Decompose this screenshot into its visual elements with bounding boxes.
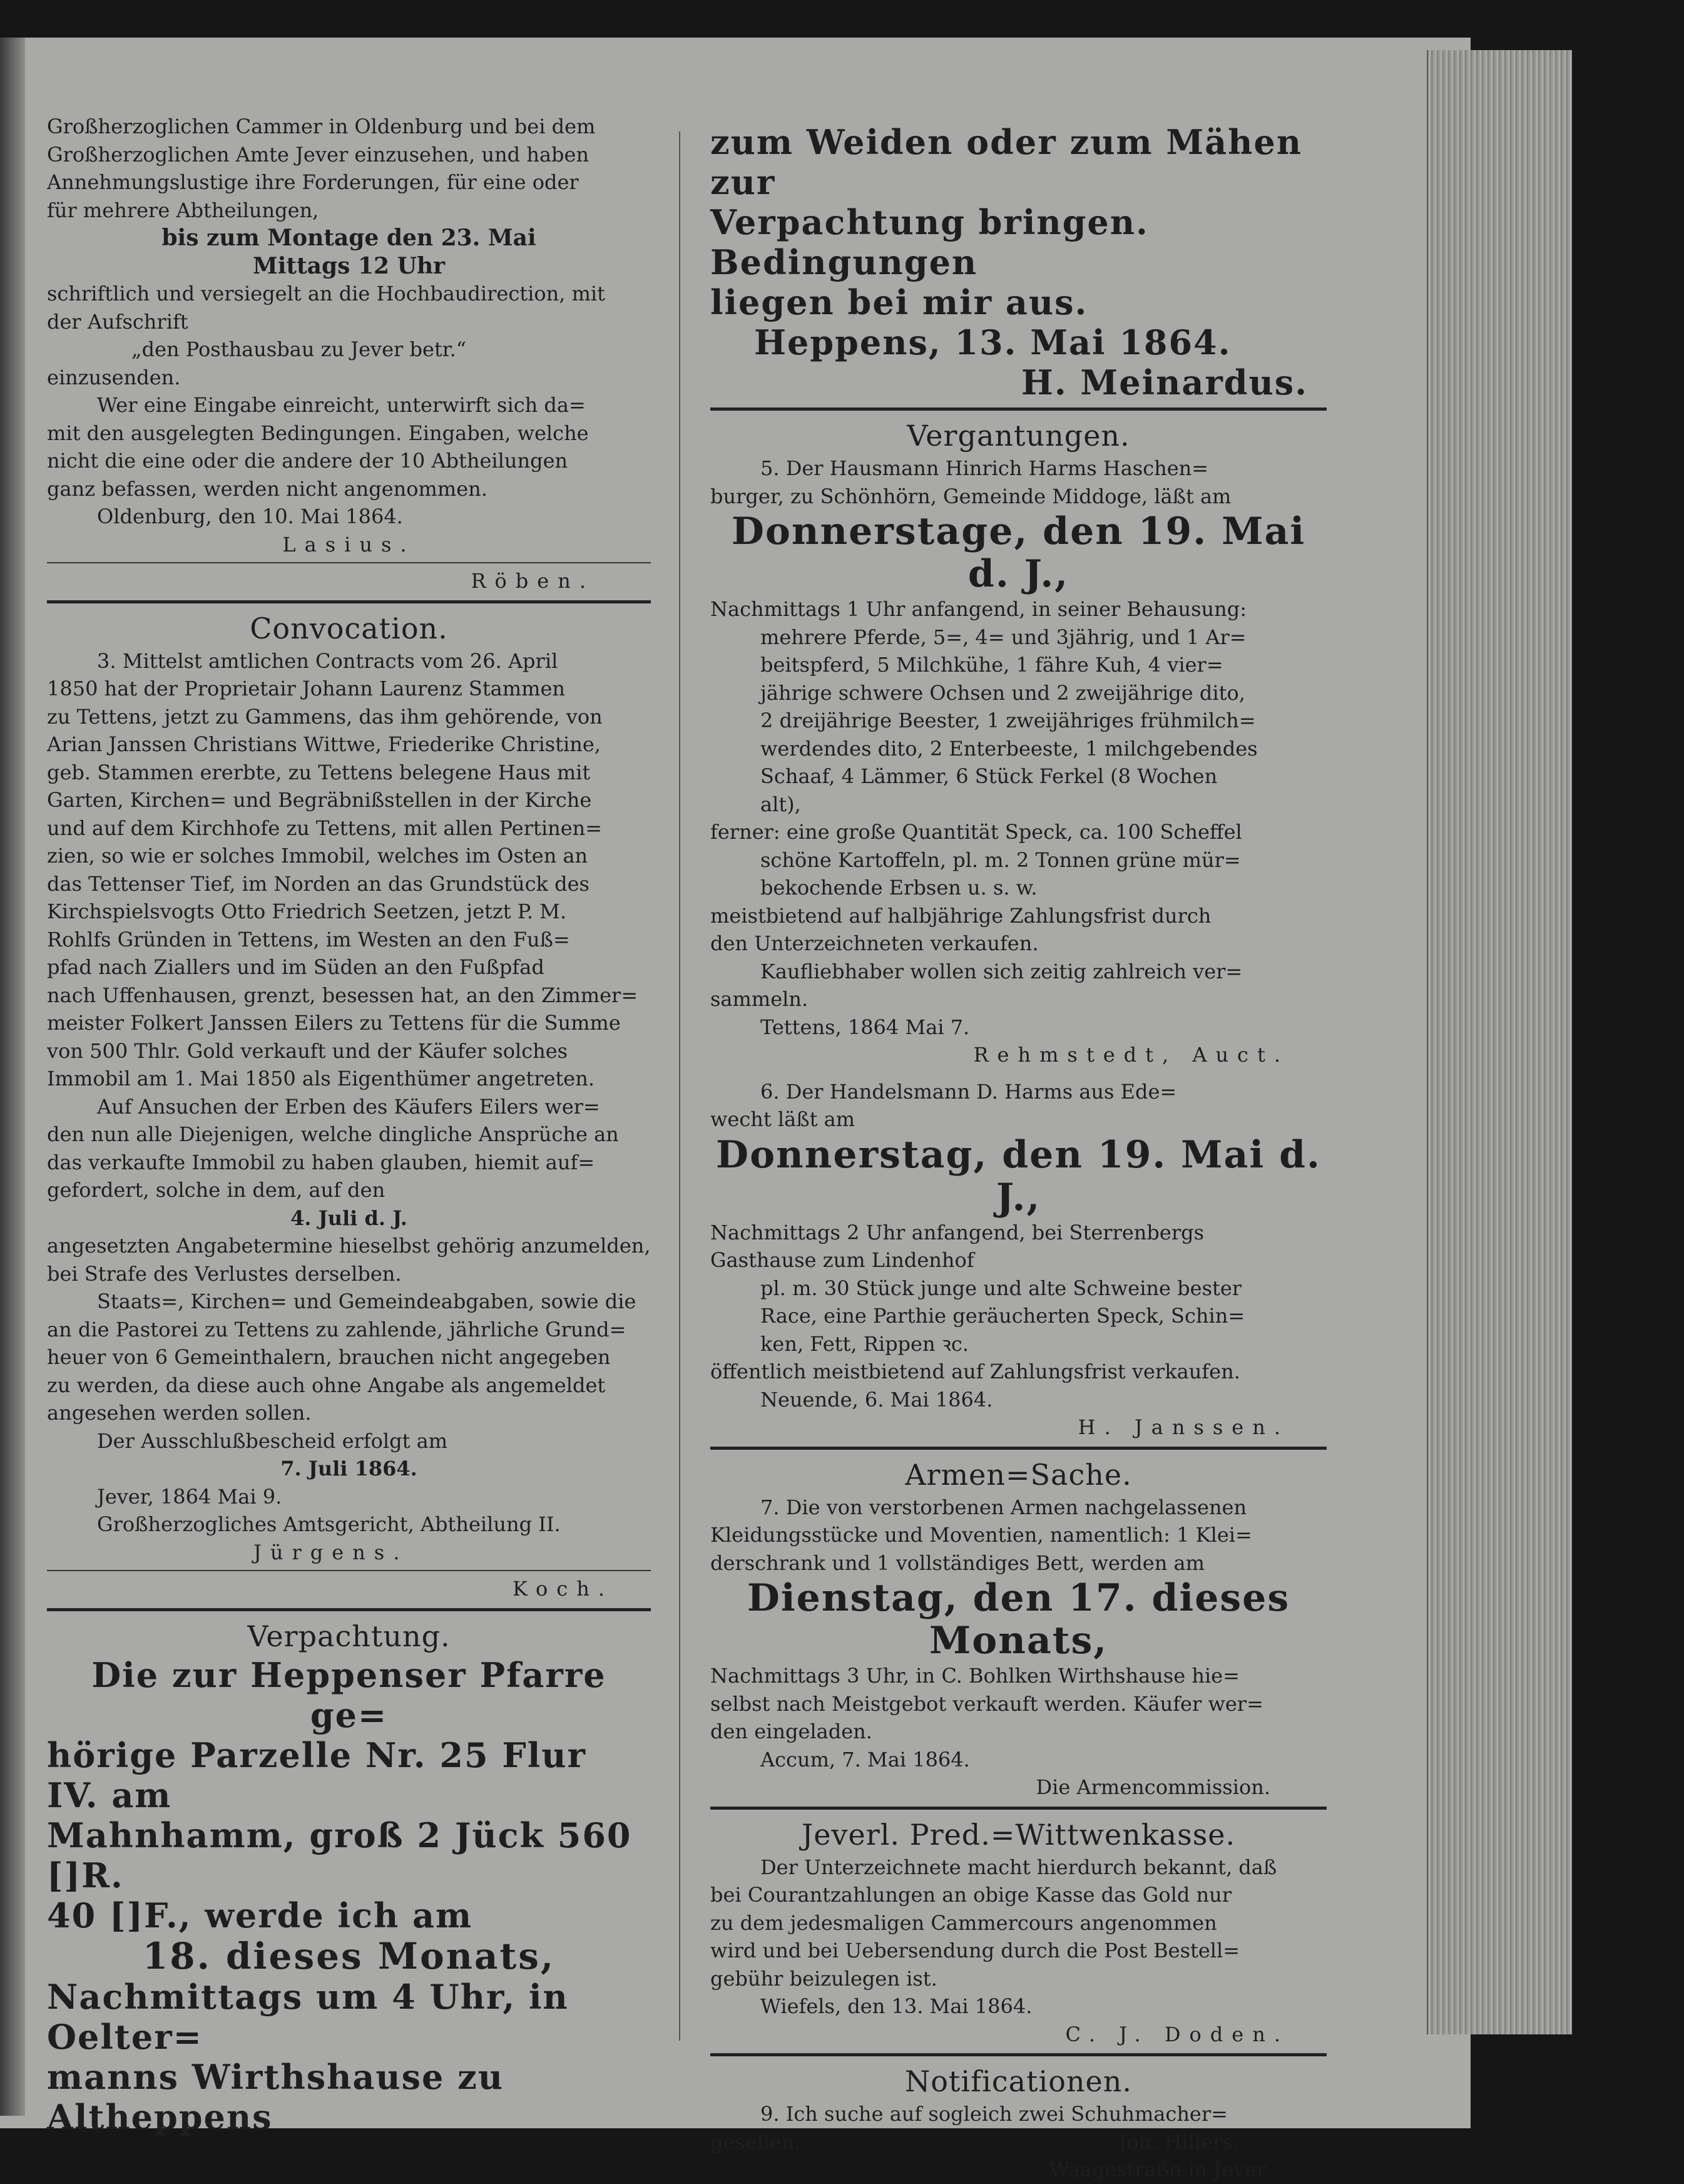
auction-date: Donnerstage, den 19. Mai d. J.,: [731, 510, 1306, 596]
address-line: Waagestraße in Jever.: [1049, 2158, 1270, 2181]
date-line: 7. Juli 1864.: [280, 1457, 417, 1480]
item-line: schöne Kartoffeln, pl. m. 2 Tonnen grüne mür=: [760, 848, 1241, 872]
text-line: gebühr beizulegen ist.: [710, 1966, 937, 1991]
deadline-time: Mittags 12 Uhr: [252, 252, 446, 279]
text-line: nach Uffenhausen, grenzt, besessen hat, an den Zimmer=: [47, 983, 638, 1007]
text-line: wird und bei Uebersendung durch die Post Bestell=: [710, 1939, 1240, 1962]
text-line: Nachmittags 2 Uhr anfangend, bei Sterrenbergs: [710, 1220, 1205, 1244]
notice-date: 18. dieses Monats,: [142, 1934, 556, 1977]
date-line: 4. Juli d. J.: [290, 1206, 407, 1230]
rule: [47, 1608, 651, 1611]
text-line: an die Pastorei zu Tettens zu zahlende, jährliche Grund=: [47, 1317, 626, 1341]
item-line: bekochende Erbsen u. s. w.: [760, 876, 1038, 900]
text-line: von 500 Thlr. Gold verkauft und der Käufer solches: [47, 1038, 568, 1063]
text-line: wecht läßt am: [710, 1107, 855, 1131]
text-line: nicht die eine oder die andere der 10 Abtheilungen: [47, 449, 568, 473]
rule: [710, 1447, 1327, 1450]
item-line: mehrere Pferde, 5=, 4= und 3jährig, und 1 Ar=: [760, 625, 1247, 649]
court-line: Großherzogliches Amtsgericht, Abtheilung II.: [97, 1512, 561, 1536]
item-line: pl. m. 30 Stück junge und alte Schweine bester: [760, 1276, 1242, 1300]
text-line: Wer eine Eingabe einreicht, unterwirft sich da=: [97, 393, 586, 417]
text-line: Staats=, Kirchen= und Gemeindeabgaben, sowie die: [97, 1289, 636, 1313]
text-line: 5. Der Hausmann Hinrich Harms Haschen=: [760, 456, 1209, 480]
rule: [710, 1807, 1327, 1810]
notice-large-text: 40 []F., werde ich am: [47, 1895, 473, 1935]
text-line: Großherzoglichen Amte Jever einzusehen, und haben: [47, 142, 589, 167]
text-line: öffentlich meistbietend auf Zahlungsfrist verkaufen.: [710, 1360, 1240, 1383]
right-column: [710, 122, 1327, 2184]
text-line: burger, zu Schönhörn, Gemeinde Middoge, läßt am: [710, 484, 1232, 508]
text-line: für mehrere Abtheilungen,: [47, 198, 319, 222]
text-line: 3. Mittelst amtlichen Contracts vom 26. April: [97, 649, 558, 673]
text-line: 1850 hat der Proprietair Johann Laurenz Stammen: [47, 677, 565, 700]
text-line: den nun alle Diejenigen, welche dingliche Ansprüche an: [47, 1122, 619, 1146]
place-date: Neuende, 6. Mai 1864.: [760, 1387, 993, 1412]
rule: [710, 2053, 1327, 2056]
place-date: Heppens, 13. Mai 1864.: [754, 322, 1232, 362]
left-column: [47, 113, 651, 2137]
text-line: Gasthause zum Lindenhof: [710, 1248, 974, 1272]
text-line: Der Ausschlußbescheid erfolgt am: [97, 1428, 448, 1453]
text-line: Immobil am 1. Mai 1850 als Eigenthümer angetreten.: [47, 1067, 595, 1090]
text-line: 6. Der Handelsmann D. Harms aus Ede=: [760, 1079, 1177, 1104]
notice-large-text: zum Weiden oder zum Mähen zur: [710, 122, 1303, 202]
rule: [710, 408, 1327, 411]
item-line: Race, eine Parthie geräucherten Speck, Schin=: [760, 1304, 1245, 1328]
item-line: 2 dreijährige Beester, 1 zweijähriges frühmilch=: [760, 709, 1256, 732]
signature: Die Armencommission.: [1036, 1775, 1270, 1799]
auction-date: Dienstag, den 17. dieses Monats,: [747, 1576, 1290, 1663]
text-line: der Aufschrift: [47, 309, 188, 334]
notice-large-text: liegen bei mir aus.: [710, 282, 1088, 322]
text-line: ferner: eine große Quantität Speck, ca. 100 Scheffel: [710, 820, 1242, 844]
text-line: heuer von 6 Gemeinthalern, brauchen nicht angegeben: [47, 1345, 611, 1369]
signature: H. Janssen.: [1078, 1415, 1289, 1439]
text-line: meistbietend auf halbjährige Zahlungsfrist durch: [710, 903, 1212, 928]
place-date: Oldenburg, den 10. Mai 1864.: [97, 505, 403, 528]
column-divider: [679, 131, 680, 2041]
text-line: Nachmittags 3 Uhr, in C. Bohlken Wirthshause hie=: [710, 1664, 1240, 1688]
text-line: zu Tettens, jetzt zu Gammens, das ihm gehörende, von: [47, 704, 603, 729]
text-line: bei Courantzahlungen an obige Kasse das Gold nur: [710, 1883, 1232, 1907]
signature: Joh. Hillers,: [1118, 2130, 1239, 2154]
text-line: Nachmittags 1 Uhr anfangend, in seiner Behausung:: [710, 597, 1247, 621]
text-line: gefordert, solche in dem, auf den: [47, 1178, 385, 1202]
item-line: ken, Fett, Rippen ꝛc.: [760, 1331, 969, 1356]
notice-large-text: hörige Parzelle Nr. 25 Flur IV. am: [47, 1735, 586, 1815]
text-line: das Tettenser Tief, im Norden an das Grundstück des: [47, 871, 589, 896]
item-line: werdendes dito, 2 Enterbeeste, 1 milchgebendes: [760, 736, 1258, 761]
item-line: Schaaf, 4 Lämmer, 6 Stück Ferkel (8 Wochen: [760, 764, 1218, 788]
page-edges: [1427, 50, 1572, 2034]
text-line: ganz befassen, werden nicht angenommen.: [47, 476, 487, 501]
section-title: Convocation.: [250, 611, 448, 645]
text-line: Großherzoglichen Cammer in Oldenburg und bei dem: [47, 115, 596, 138]
text-line: angesehen werden sollen.: [47, 1401, 312, 1425]
notice-footer-row: [710, 2128, 1327, 2156]
text-line: den eingeladen.: [710, 1720, 872, 1743]
signature: Lasius.: [282, 532, 416, 556]
text-line: 9. Ich suche auf sogleich zwei Schuhmacher=: [760, 2102, 1228, 2126]
section-title: Armen=Sache.: [905, 1457, 1132, 1492]
text-line: Auf Ansuchen der Erben des Käufers Eilers wer=: [97, 1094, 600, 1119]
signature: Rehmstedt, Auct.: [973, 1043, 1289, 1067]
text-line: geb. Stammen ererbte, zu Tettens belegene Haus mit: [47, 760, 591, 784]
deadline-line: bis zum Montage den 23. Mai: [161, 225, 536, 251]
text-line: 7. Die von verstorbenen Armen nachgelassenen: [760, 1495, 1247, 1519]
text-line: und auf dem Kirchhofe zu Tettens, mit allen Pertinen=: [47, 816, 603, 840]
text-line: bei Strafe des Verlustes derselben.: [47, 1261, 402, 1286]
page-gutter: [0, 38, 25, 2116]
text-line: Kleidungsstücke und Moventien, namentlich: 1 Klei=: [710, 1523, 1252, 1547]
signature: H. Meinardus.: [1021, 362, 1308, 402]
text-line: sammeln.: [710, 987, 809, 1011]
rule: [47, 600, 651, 603]
signature: Koch.: [512, 1577, 613, 1601]
notice-large-text: Die zur Heppenser Pfarre ge=: [91, 1654, 606, 1735]
item-line: alt),: [760, 792, 801, 816]
text-line: zien, so wie er solches Immobil, welches im Osten an: [47, 844, 588, 868]
place-date: Accum, 7. Mai 1864.: [760, 1747, 970, 1771]
place-date: Wiefels, den 13. Mai 1864.: [760, 1994, 1033, 2018]
text-line: gesellen.: [710, 2130, 801, 2154]
text-line: Arian Janssen Christians Wittwe, Friederike Christine,: [47, 732, 601, 756]
text-line: Rohlfs Gründen in Tettens, im Westen an den Fuß=: [47, 927, 570, 951]
notice-large-text: Nachmittags um 4 Uhr, in Oelter=: [47, 1976, 569, 2057]
item-line: jährige schwere Ochsen und 2 zweijährige dito,: [760, 680, 1245, 705]
text-line: den Unterzeichneten verkaufen.: [710, 931, 1039, 955]
signature: Röben.: [471, 569, 595, 593]
text-line: einzusenden.: [47, 365, 181, 389]
signature: C. J. Doden.: [1065, 2022, 1289, 2046]
text-line: Kirchspielsvogts Otto Friedrich Seetzen, jetzt P. M.: [47, 900, 567, 923]
item-line: beitspferd, 5 Milchkühe, 1 fähre Kuh, 4 vier=: [760, 653, 1223, 677]
section-title: Vergantungen.: [907, 419, 1130, 453]
text-line: zu werden, da diese auch ohne Angabe als angemeldet: [47, 1373, 606, 1397]
section-title: Notificationen.: [904, 2064, 1133, 2098]
text-line: selbst nach Meistgebot verkauft werden. Käufer wer=: [710, 1691, 1263, 1716]
text-line: mit den ausgelegten Bedingungen. Eingaben, welche: [47, 421, 589, 445]
subject-line: „den Posthausbau zu Jever betr.“: [131, 337, 467, 361]
text-line: angesetzten Angabetermine hieselbst gehörig anzumelden,: [47, 1234, 651, 1258]
place-date: Tettens, 1864 Mai 7.: [760, 1015, 970, 1039]
intro-paragraph: [47, 113, 651, 224]
place-date: Jever, 1864 Mai 9.: [97, 1484, 282, 1509]
section-title: Verpachtung.: [247, 1619, 451, 1653]
section-title: Jeverl. Pred.=Wittwenkasse.: [801, 1817, 1236, 1852]
text-line: derschrank und 1 vollständiges Bett, werden am: [710, 1551, 1205, 1575]
rule: [47, 1570, 651, 1571]
auction-date: Donnerstag, den 19. Mai d. J.,: [716, 1132, 1321, 1219]
text-line: Kaufliebhaber wollen sich zeitig zahlreich ver=: [760, 959, 1243, 983]
text-line: schriftlich und versiegelt an die Hochbaudirection, mit: [47, 282, 606, 305]
text-line: Garten, Kirchen= und Begräbnißstellen in der Kirche: [47, 788, 592, 812]
text-line: meister Folkert Janssen Eilers zu Tettens für die Summe: [47, 1011, 621, 1035]
text-line: pfad nach Ziallers und im Süden an den Fußpfad: [47, 955, 544, 979]
rule: [47, 562, 651, 563]
signature: Jürgens.: [253, 1540, 409, 1564]
text-line: Annehmungslustige ihre Forderungen, für eine oder: [47, 170, 579, 194]
notice-large-text: manns Wirthshause zu Altheppens: [47, 2056, 504, 2137]
notice-large-text: Verpachtung bringen. Bedingungen: [710, 202, 1149, 282]
text-line: zu dem jedesmaligen Cammercours angenommen: [710, 1910, 1217, 1935]
text-line: Der Unterzeichnete macht hierdurch bekannt, daß: [760, 1855, 1277, 1879]
text-line: das verkaufte Immobil zu haben glauben, hiemit auf=: [47, 1150, 595, 1174]
notice-large-text: Mahnhamm, groß 2 Jück 560 []R.: [47, 1815, 632, 1895]
